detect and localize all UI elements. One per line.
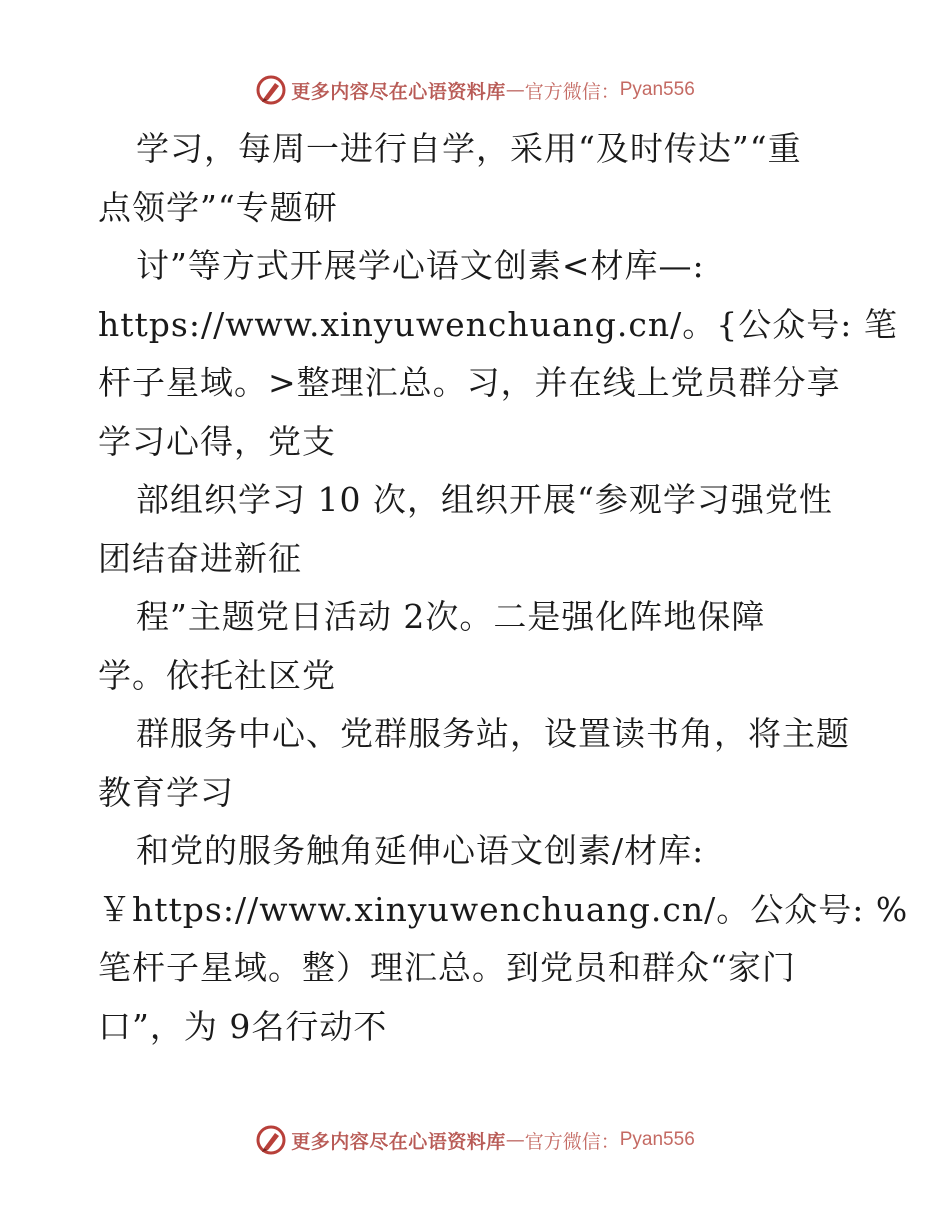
body-line: 笔杆子星域。整）理汇总。到党员和群众“家门: [98, 948, 796, 987]
body-line: ￥https://www.xinyuwenchuang.cn/。公众号: %: [98, 889, 909, 929]
pen-logo-icon: [255, 1124, 287, 1156]
document-body: [98, 120, 909, 1056]
footer-banner-wechat-id: Pyan556: [619, 1129, 695, 1150]
footer-banner-title: 更多内容尽在心语资料库: [291, 1130, 506, 1153]
body-line: 杆子星域。>整理汇总。习，并在线上党员群分享: [98, 363, 841, 402]
body-line: 部组织学习 10 次，组织开展“参观学习强党性: [136, 480, 833, 519]
footer-banner-separator: —: [505, 1129, 525, 1151]
body-line: https://www.xinyuwenchuang.cn/。{公众号: 笔: [98, 304, 898, 344]
header-banner-wechat-id: Pyan556: [619, 79, 695, 100]
body-line: 和党的服务触角延伸心语文创素/材库:: [136, 831, 705, 870]
header-banner: [0, 70, 950, 110]
body-line: 学习心得，党支: [98, 421, 336, 461]
body-line: 学。依托社区党: [98, 655, 336, 695]
body-line: 群服务中心、党群服务站，设置读书角，将主题: [136, 714, 850, 753]
body-line: 学习，每周一进行自学，采用“及时传达”“重: [136, 129, 802, 168]
body-line: 团结奋进新征: [98, 538, 302, 578]
body-line: 程”主题党日活动 2次。二是强化阵地保障: [136, 597, 766, 636]
header-banner-subtitle: 官方微信：: [524, 80, 620, 103]
footer-banner: [0, 1120, 950, 1160]
header-banner-title: 更多内容尽在心语资料库: [291, 80, 506, 103]
header-banner-separator: —: [505, 79, 525, 101]
pen-logo-icon: [255, 74, 287, 106]
footer-banner-subtitle: 官方微信：: [524, 1130, 620, 1153]
body-line: 口”，为 9名行动不: [98, 1006, 388, 1046]
body-line: 教育学习: [98, 772, 234, 812]
body-line: 讨”等方式开展学心语文创素<材库—:: [136, 246, 705, 285]
body-line: 点领学”“专题研: [98, 187, 338, 227]
